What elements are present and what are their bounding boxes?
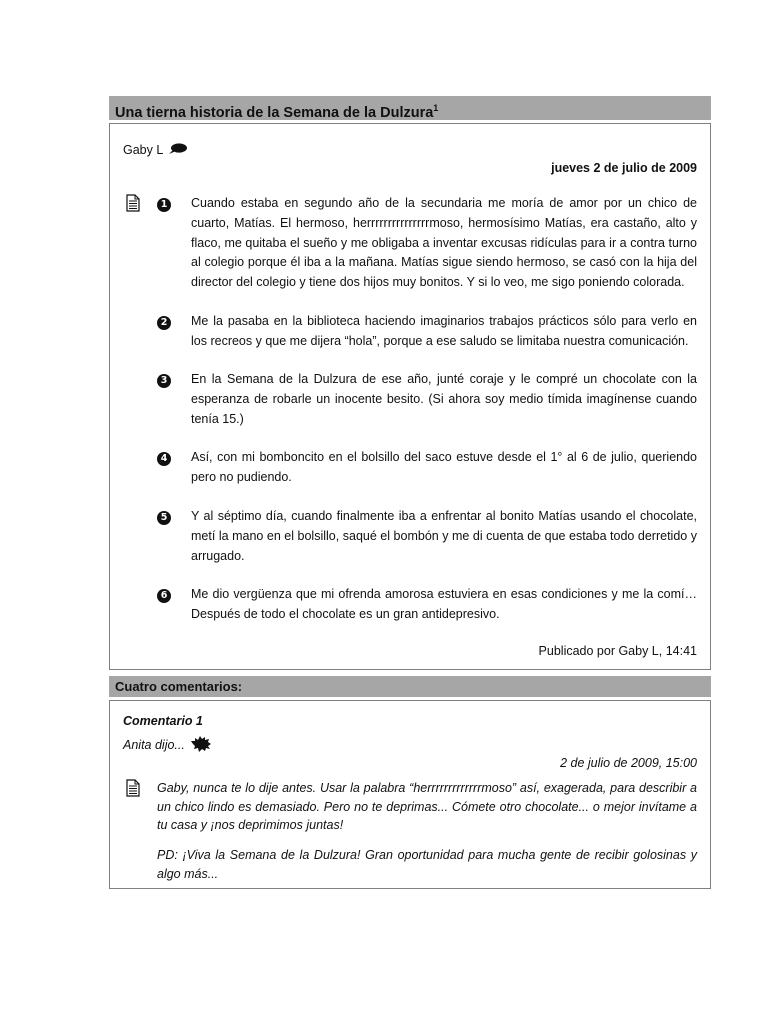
post-paragraph: Me dio vergüenza que mi ofrenda amorosa estuviera en esas condiciones y me la comí… Después de todo el chocolate es un gran antidepresivo. <box>191 587 697 621</box>
document-icon <box>126 194 140 217</box>
comment-paragraph: PD: ¡Viva la Semana de la Dulzura! Gran oportunidad para mucha gente de recibir golosinas y algo más... <box>157 848 697 881</box>
paragraph-marker: 4 <box>157 452 171 466</box>
comment-author-name: Anita dijo... <box>123 737 185 752</box>
comment-author <box>123 736 212 755</box>
splat-bubble-icon <box>190 736 212 755</box>
paragraph-marker: 6 <box>157 589 171 603</box>
paragraph-marker: 2 <box>157 316 171 330</box>
post-box <box>109 123 711 670</box>
post-paragraph: Así, con mi bomboncito en el bolsillo del saco estuve desde el 1° al 6 de julio, queriendo pero no pudiendo. <box>191 450 697 484</box>
comment-box <box>109 700 711 889</box>
post-paragraph: Y al séptimo día, cuando finalmente iba a enfrentar al bonito Matías usando el chocolate, metí la mano en el bolsillo, saqué el bombón y me di cuenta de que estaba todo derretido y arrugado. <box>191 509 697 563</box>
comment-date: 2 de julio de 2009, 15:00 <box>560 756 697 770</box>
paragraph-marker: 5 <box>157 511 171 525</box>
post-paragraph: Me la pasaba en la biblioteca haciendo imaginarios trabajos prácticos sólo para verlo en los recreos y que me dijera “hola”, porque a ese saludo se limitaba nuestra comunicación. <box>191 314 697 348</box>
speech-bubble-icon <box>168 143 188 158</box>
comments-heading: Cuatro comentarios: <box>109 676 711 697</box>
published-by: Publicado por Gaby L, 14:41 <box>538 644 697 658</box>
post-date: jueves 2 de julio de 2009 <box>551 161 697 175</box>
post-title-bar <box>109 96 711 120</box>
paragraph-marker: 1 <box>157 198 171 212</box>
post-paragraph: En la Semana de la Dulzura de ese año, junté coraje y le compré un chocolate con la esperanza de robarle un inocente besito. (Si ahora soy medio tímida imagínense cuando tenía 15.) <box>191 372 697 426</box>
document-icon <box>126 779 140 802</box>
comment-title: Comentario 1 <box>123 714 203 728</box>
post-author <box>123 143 188 158</box>
comment-paragraph: Gaby, nunca te lo dije antes. Usar la palabra “herrrrrrrrrrrrrmoso” así, exagerada, para describir a un chico lindo es demasiado. Pero no te deprimas... Cómete otro chocolate... o mejor invítame a tu casa y ¡nos deprimimos juntas! <box>157 781 697 832</box>
footnote-mark: 1 <box>433 103 439 113</box>
post-paragraph: Cuando estaba en segundo año de la secundaria me moría de amor por un chico de cuarto, Matías. El hermoso, herrrrrrrrrrrrrrrmoso, hermosísimo Matías, era castaño, alto y flaco, me quitaba el sueño y me obligaba a inventar excusas ridículas para ir a contra turno al colegio porque él iba a la mañana. Matías sigue siendo hermoso, se casó con la hija del director del colegio y tiene dos hijos muy bonitos. Y si lo veo, me sigo poniendo colorada. <box>191 196 697 290</box>
paragraph-marker: 3 <box>157 374 171 388</box>
post-title: Una tierna historia de la Semana de la Dulzura <box>115 104 434 121</box>
post-author-name: Gaby L <box>123 143 163 157</box>
